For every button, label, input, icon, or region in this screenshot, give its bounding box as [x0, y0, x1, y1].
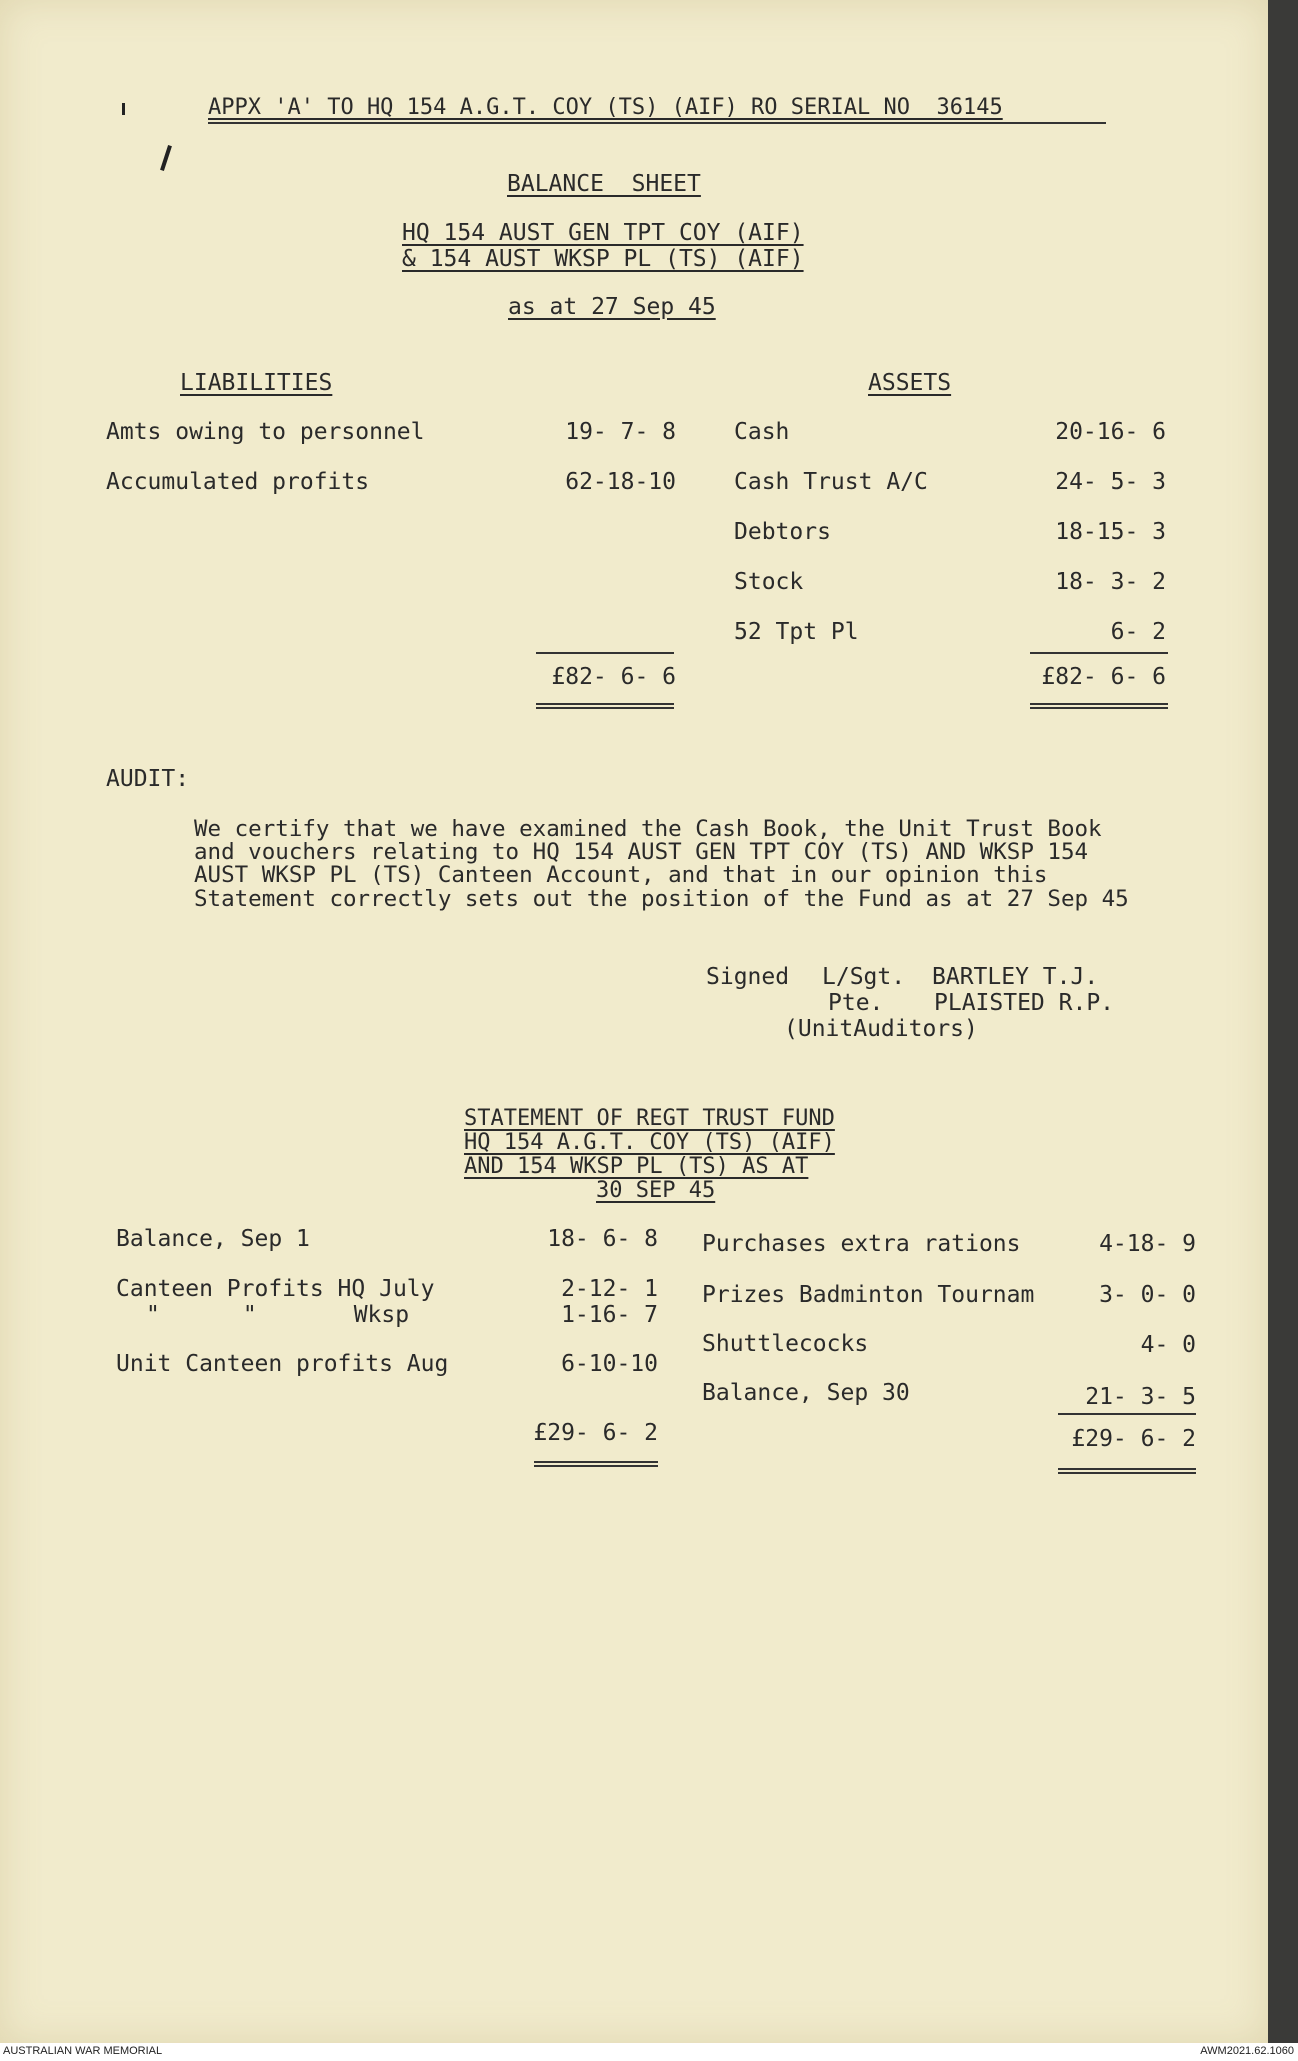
asset-label: Stock — [734, 569, 804, 595]
payment-amount: 4-18- 9 — [1099, 1231, 1196, 1257]
auditors-role: (UnitAuditors) — [784, 1016, 978, 1042]
signatory-name: BARTLEY T.J. — [932, 964, 1099, 990]
receipt-label: Unit Canteen profits Aug — [116, 1351, 449, 1377]
receipt-label: Canteen Profits HQ July — [116, 1276, 435, 1302]
liabilities-total-double-rule — [536, 703, 674, 709]
ink-mark — [160, 145, 172, 171]
as-at-date: as at 27 Sep 45 — [508, 294, 716, 320]
audit-line: AUST WKSP PL (TS) Canteen Account, and that in our opinion this — [194, 862, 1048, 888]
statement-title-line: HQ 154 A.G.T. COY (TS) (AIF) — [464, 1130, 835, 1155]
statement-title-line: STATEMENT OF REGT TRUST FUND — [464, 1106, 835, 1131]
receipt-amount: 6-10-10 — [561, 1351, 658, 1377]
asset-amount: 18-15- 3 — [1055, 519, 1166, 545]
receipts-total: £29- 6- 2 — [533, 1420, 658, 1446]
liability-amount: 62-18-10 — [565, 469, 676, 495]
liability-label: Accumulated profits — [106, 469, 370, 495]
signatory-rank: L/Sgt. — [822, 964, 906, 990]
payments-total: £29- 6- 2 — [1071, 1426, 1196, 1452]
receipt-label: " " Wksp — [146, 1302, 410, 1328]
header-underline — [208, 122, 1106, 124]
assets-heading: ASSETS — [868, 370, 952, 396]
footer-accession-number: AWM2021.62.1060 — [1200, 2045, 1294, 2057]
footer-institution: AUSTRALIAN WAR MEMORIAL — [3, 2045, 163, 2057]
receipts-total-double-rule — [534, 1461, 658, 1467]
assets-total-rule — [1030, 652, 1168, 654]
asset-label: Debtors — [734, 519, 831, 545]
asset-amount: 24- 5- 3 — [1055, 469, 1166, 495]
asset-amount: 20-16- 6 — [1055, 419, 1166, 445]
asset-label: Cash — [734, 419, 790, 445]
ink-mark — [122, 103, 125, 115]
statement-title-line: 30 SEP 45 — [596, 1178, 716, 1203]
asset-label: 52 Tpt Pl — [734, 619, 859, 645]
receipt-amount: 2-12- 1 — [561, 1276, 658, 1302]
unit-line-2: & 154 AUST WKSP PL (TS) (AIF) — [402, 246, 804, 272]
payment-label: Shuttlecocks — [702, 1331, 869, 1357]
liability-label: Amts owing to personnel — [106, 419, 425, 445]
asset-amount: 6- 2 — [1110, 619, 1166, 645]
payment-label: Purchases extra rations — [702, 1231, 1021, 1257]
assets-total: £82- 6- 6 — [1041, 664, 1166, 690]
audit-line: We certify that we have examined the Cash Book, the Unit Trust Book — [194, 816, 1102, 842]
assets-total-double-rule — [1030, 703, 1168, 709]
statement-title-line: AND 154 WKSP PL (TS) AS AT — [464, 1154, 809, 1179]
asset-amount: 18- 3- 2 — [1055, 569, 1166, 595]
liability-amount: 19- 7- 8 — [565, 419, 676, 445]
signatory-name: PLAISTED R.P. — [934, 990, 1115, 1016]
audit-heading: AUDIT: — [106, 766, 190, 792]
receipt-label: Balance, Sep 1 — [116, 1226, 310, 1252]
payments-total-double-rule — [1058, 1468, 1196, 1474]
signed-label: Signed — [706, 964, 790, 990]
document-title: BALANCE SHEET — [507, 171, 701, 197]
receipt-amount: 18- 6- 8 — [547, 1226, 658, 1252]
asset-label: Cash Trust A/C — [734, 469, 928, 495]
payment-label: Balance, Sep 30 — [702, 1380, 910, 1406]
payments-total-rule — [1058, 1413, 1196, 1415]
receipt-amount: 1-16- 7 — [561, 1302, 658, 1328]
liabilities-total: £82- 6- 6 — [551, 664, 676, 690]
signatory-rank: Pte. — [828, 990, 884, 1016]
payment-label: Prizes Badminton Tournam — [702, 1282, 1035, 1308]
liabilities-heading: LIABILITIES — [180, 370, 333, 396]
payment-amount: 3- 0- 0 — [1099, 1282, 1196, 1308]
audit-line: Statement correctly sets out the position of the Fund as at 27 Sep 45 — [194, 886, 1129, 912]
archive-footer — [0, 2043, 1298, 2061]
audit-line: and vouchers relating to HQ 154 AUST GEN TPT COY (TS) AND WKSP 154 — [194, 839, 1089, 865]
payment-amount: 4- 0 — [1140, 1332, 1196, 1358]
liabilities-total-rule — [536, 652, 674, 654]
appendix-header: APPX 'A' TO HQ 154 A.G.T. COY (TS) (AIF) RO SERIAL NO 36145 — [208, 95, 1003, 120]
payment-amount: 21- 3- 5 — [1085, 1384, 1196, 1410]
unit-line-1: HQ 154 AUST GEN TPT COY (AIF) — [402, 220, 804, 246]
